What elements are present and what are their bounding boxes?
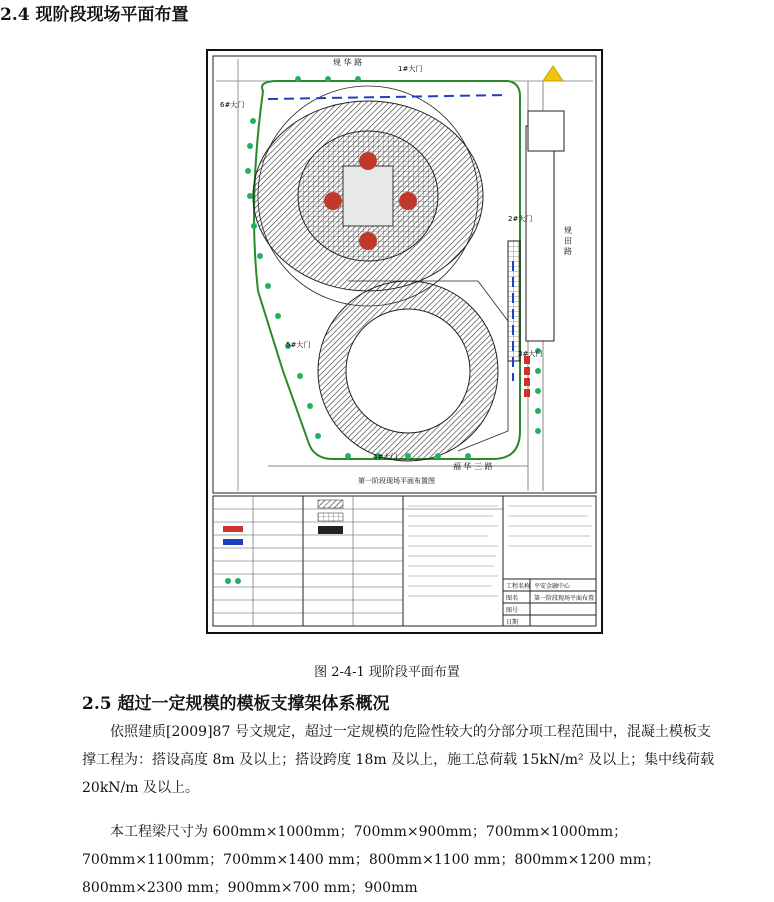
road-label-top: 规 华 路 [333, 58, 363, 67]
legend-symbols [223, 500, 343, 584]
paragraph-beam-sizes: 本工程梁尺寸为 600mm×1000mm；700mm×900mm；700mm×1000mm；700mm×1100mm；700mm×1400 mm；800mm×1100 mm；800mm×1200 mm；800mm×2300 mm；900mm×700 mm；900mm [82, 824, 661, 896]
title-block-label-project: 工程名称 [506, 583, 531, 590]
podium-open [346, 309, 470, 433]
crane-4 [359, 232, 377, 250]
figure-caption: 图 2-4-1 现阶段平面布置 [314, 665, 460, 680]
title-block-label-no: 图号 [506, 607, 519, 614]
gate-6-label: 6#大门 [220, 101, 245, 109]
paragraph-regulation: 依照建质[2009]87 号文规定，超过一定规模的危险性较大的分部分项工程范围中，混凝土模板支撑工程为：搭设高度 8m 及以上；搭设跨度 18m 及以上，施工总荷载 15kN/m² 及以上；集中线荷载 20kN/m 及以上。 [82, 724, 715, 796]
section-2-5-heading: 2.5 超过一定规模的模板支撑架体系概况 [82, 694, 390, 714]
gate-4-label: 4#大门 [373, 453, 398, 461]
temporary-office-strip [526, 126, 554, 341]
title-block-label-date: 日期 [506, 619, 519, 626]
section-2-4-heading: 2.4 现阶段现场平面布置 [0, 5, 189, 25]
title-block [503, 579, 596, 626]
gate-3-label: 3#大门 [518, 350, 543, 358]
site-road-top [268, 95, 508, 99]
title-block-project: 平安金融中心 [534, 583, 571, 590]
crane-1 [359, 152, 377, 170]
crane-2 [324, 192, 342, 210]
drawing-title: 第一阶段现场平面布置图 [358, 477, 435, 485]
gate-1-label: 1#大门 [398, 65, 423, 73]
gate-2-label: 2#大门 [508, 215, 533, 223]
site-plan-figure [206, 49, 603, 634]
crane-3 [399, 192, 417, 210]
title-block-drawing: 第一阶段现场平面布置 [534, 595, 595, 602]
road-label-right: 规 田 路 [563, 226, 573, 256]
road-label-bottom: 福 华 三 路 [453, 462, 493, 471]
site-plan-drawing [208, 51, 601, 632]
gate-5-label: 5#大门 [286, 341, 311, 349]
tower-core [343, 166, 393, 226]
title-block-label-name: 图名 [506, 595, 519, 602]
